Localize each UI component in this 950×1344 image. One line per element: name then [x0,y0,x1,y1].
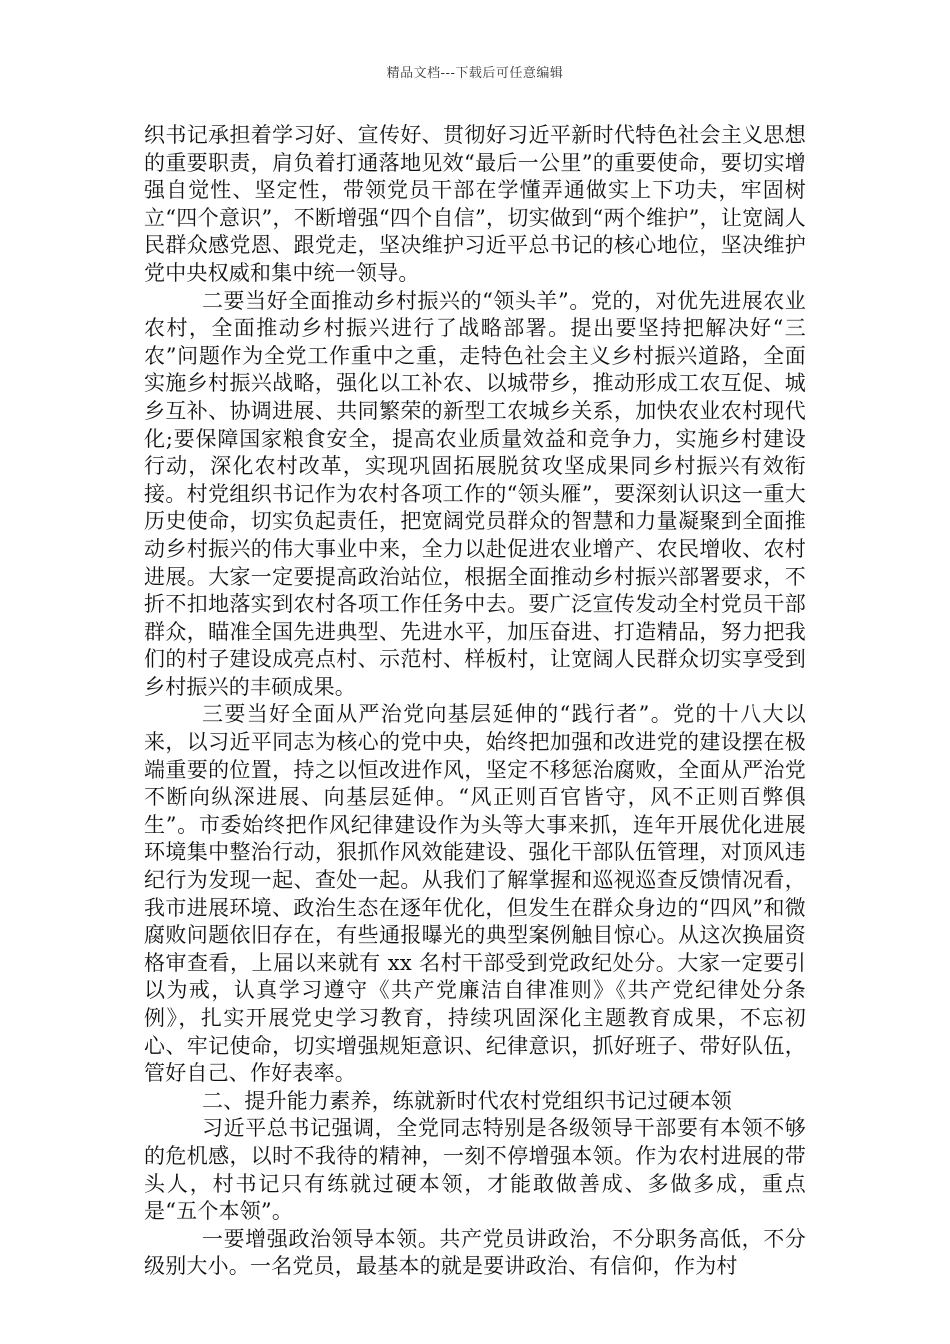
paragraph-1: 织书记承担着学习好、宣传好、贯彻好习近平新时代特色社会主义思想的重要职责，肩负着打通落地见效“最后一公里”的重要使命，要切实增强自觉性、坚定性，带领党员干部在学懂弄通做实上下功夫，牢固树立“四个意识”，不断增强“四个自信”，切实做到“两个维护”，让宽阔人民群众感党恩、跟党走，坚决维护习近平总书记的核心地位，坚决维护党中央权威和集中统一领导。 [144,123,806,285]
paragraph-4: 习近平总书记强调，全党同志特别是各级领导干部要有本领不够的危机感，以时不我待的精神，一刻不停增强本领。作为农村进展的带头人，村书记只有练就过硬本领，才能敢做善成、多做多成，重点是“五个本领”。 [144,1116,806,1224]
section-heading: 二、提升能力素养，练就新时代农村党组织书记过硬本领 [202,1088,732,1113]
paragraph-3: 三要当好全面从严治党向基层延伸的“践行者”。党的十八大以来，以习近平同志为核心的党中央，始终把加强和改进党的建设摆在极端重要的位置，持之以恒改进作风，坚定不移惩治腐败，全面从严治党不断向纵深进展、向基层延伸。“风正则百官皆守，风不正则百弊俱生”。市委始终把作风纪律建设作为头等大事来抓，连年开展优化进展环境集中整治行动，狠抓作风效能建设、强化干部队伍管理，对顶风违纪行为发现一起、查处一起。从我们了解掌握和巡视巡查反馈情况看，我市进展环境、政治生态在逐年优化，但发生在群众身边的“四风”和微腐败问题依旧存在，有些通报曝光的典型案例触目惊心。从这次换届资格审查看，上届以来就有 xx 名村干部受到党政纪处分。大家一定要引以为戒，认真学习遵守《共产党廉洁自律准则》《共产党纪律处分条例》，扎实开展党史学习教育，持续巩固深化主题教育成果，不忘初心、牢记使命，切实增强规矩意识、纪律意识，抓好班子、带好队伍，管好自己、作好表率。 [144,702,806,1086]
page-header: 精品文档---下载后可任意编辑 [386,66,564,81]
paragraph-2: 二要当好全面推动乡村振兴的“领头羊”。党的，对优先进展农业农村，全面推动乡村振兴进行了战略部署。提出要坚持把解决好“三农”问题作为全党工作重中之重，走特色社会主义乡村振兴道路，全面实施乡村振兴战略，强化以工补农、以城带乡，推动形成工农互促、城乡互补、协调进展、共同繁荣的新型工农城乡关系，加快农业农村现代化;要保障国家粮食安全，提高农业质量效益和竞争力，实施乡村建设行动，深化农村改革，实现巩固拓展脱贫攻坚成果同乡村振兴有效衔接。村党组织书记作为农村各项工作的“领头雁”，要深刻认识这一重大历史使命，切实负起责任，把宽阔党员群众的智慧和力量凝聚到全面推动乡村振兴的伟大事业中来，全力以赴促进农业增产、农民增收、农村进展。大家一定要提高政治站位，根据全面推动乡村振兴部署要求，不折不扣地落实到农村各项工作任务中去。要广泛宣传发动全村党员干部群众，瞄准全国先进典型、先进水平，加压奋进、打造精品，努力把我们的村子建设成亮点村、示范村、样板村，让宽阔人民群众切实享受到乡村振兴的丰硕成果。 [144,288,806,699]
document-body [144,122,806,1281]
paragraph-5: 一要增强政治领导本领。共产党员讲政治，不分职务高低，不分级别大小。一名党员，最基本的就是要讲政治、有信仰，作为村 [144,1226,806,1279]
